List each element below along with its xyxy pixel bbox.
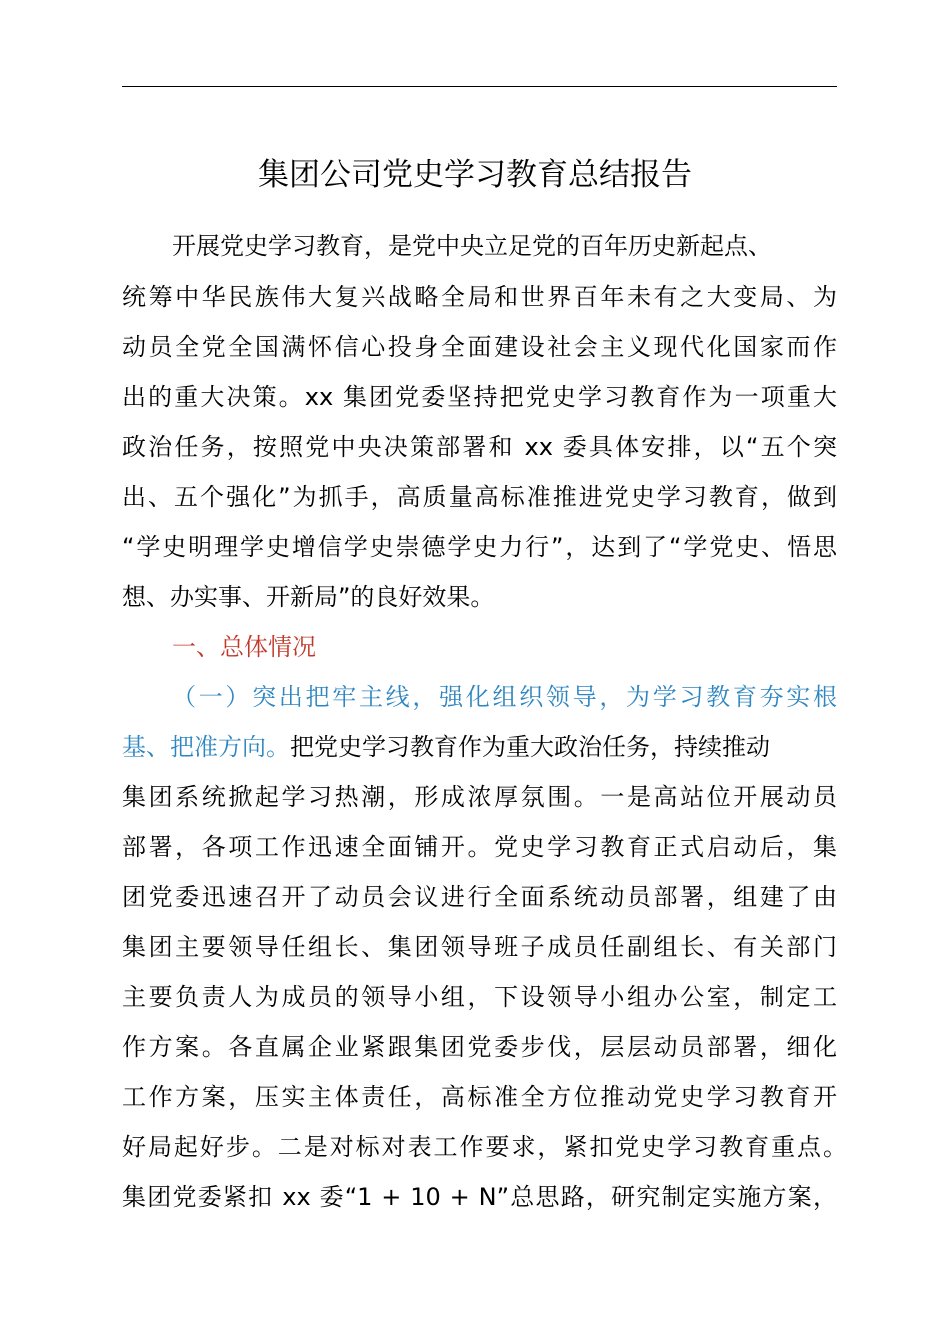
subsection-heading-line2 [122, 731, 770, 763]
document-title: 集团公司党史学习教育总结报告 [258, 157, 692, 193]
section-heading: 一、总体情况 [172, 633, 316, 661]
paragraph-line: 出的重大决策。xx 集团党委坚持把党史学习教育作为一项重大 [122, 383, 837, 411]
paragraph-line: 统筹中华民族伟大复兴战略全局和世界百年未有之大变局、为 [122, 283, 837, 311]
paragraph-line: 政治任务，按照党中央决策部署和 xx 委具体安排，以“五个突 [122, 433, 837, 461]
paragraph-line: 开展党史学习教育，是党中央立足党的百年历史新起点、 [172, 232, 772, 260]
subsection-heading-tail: 基、把准方向。 [122, 733, 290, 761]
subsection-heading: （一）突出把牢主线，强化组织领导，为学习教育夯实根 [172, 683, 837, 711]
body-line: 作方案。各直属企业紧跟集团党委步伐，层层动员部署，细化 [122, 1033, 837, 1061]
body-line: 部署，各项工作迅速全面铺开。党史学习教育正式启动后，集 [122, 833, 837, 861]
body-line: 集团系统掀起学习热潮，形成浓厚氛围。一是高站位开展动员 [122, 783, 837, 811]
body-line: 集团主要领导任组长、集团领导班子成员任副组长、有关部门 [122, 933, 837, 961]
body-line: 团党委迅速召开了动员会议进行全面系统动员部署，组建了由 [122, 883, 837, 911]
body-line: 主要负责人为成员的领导小组，下设领导小组办公室，制定工 [122, 983, 837, 1011]
header-rule [122, 86, 837, 87]
paragraph-line: 想、办实事、开新局”的良好效果。 [122, 583, 495, 611]
body-line: 好局起好步。二是对标对表工作要求，紧扣党史学习教育重点。 [122, 1133, 847, 1161]
body-line: 集团党委紧扣 xx 委“1 + 10 + N”总思路，研究制定实施方案， [122, 1183, 837, 1211]
paragraph-line: “学史明理学史增信学史崇德学史力行”，达到了“学党史、悟思 [122, 533, 837, 561]
paragraph-line: 动员全党全国满怀信心投身全面建设社会主义现代化国家而作 [122, 333, 837, 361]
subsection-body-start: 把党史学习教育作为重大政治任务，持续推动 [290, 733, 770, 761]
paragraph-line: 出、五个强化”为抓手，高质量高标准推进党史学习教育，做到 [122, 483, 837, 511]
body-line: 工作方案，压实主体责任，高标准全方位推动党史学习教育开 [122, 1083, 837, 1111]
